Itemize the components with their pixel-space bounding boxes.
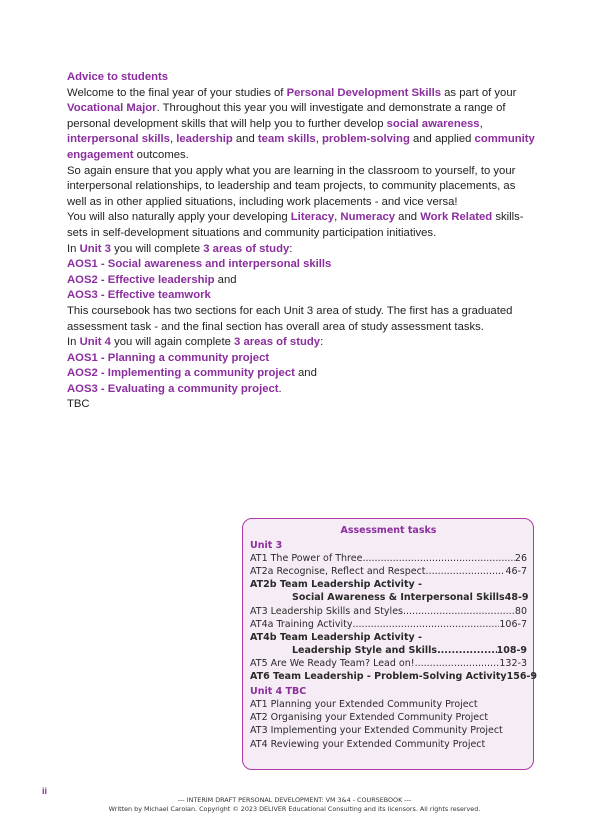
- unit4-aos3: AOS3 - Evaluating a community project.: [67, 382, 282, 395]
- apply-paragraph: So again ensure that you apply what you are learning in the classroom to yourself, to your interpersonal relationships, to leadership and team projects, to community placements, as well as in other applied situations, including work placements - and vice versa!: [67, 164, 516, 208]
- toc-item: AT3 Leadership Skills and Styles ..... 80: [250, 605, 527, 618]
- unit3-aos2: AOS2 - Effective leadership and: [67, 273, 237, 286]
- toc-item: AT6 Team Leadership - Problem-Solving Activity 156-9: [250, 671, 537, 683]
- advice-heading: Advice to students: [67, 71, 169, 83]
- toc-item: AT4a Training Activity ..... 106-7: [250, 618, 527, 631]
- coursebook-paragraph: This coursebook has two sections for each Unit 3 area of study. The first has a graduated assessment task - and the final section has overall area of study assessment tasks.: [67, 304, 513, 333]
- unit4-aos2: AOS2 - Implementing a community project and: [67, 367, 317, 380]
- intro-paragraph: Welcome to the final year of your studies of Personal Development Skills as part of your Vocational Major. Throughout this year you will investigate and demonstrate a range of personal development skills that will help you to further develop social awareness, interpersonal skills, leadership and team skills, problem-solving and applied community engagement outcomes.: [67, 86, 535, 161]
- unit4-aos1: AOS1 - Planning a community project: [67, 351, 270, 364]
- toc-item: AT2b Team Leadership Activity -: [250, 579, 422, 591]
- toc-item: AT1 The Power of Three ..... 26: [250, 552, 527, 565]
- unit4-item: AT4 Reviewing your Extended Community Project: [250, 738, 486, 750]
- advice-section: [67, 70, 537, 413]
- page-number: ii: [42, 786, 48, 796]
- toc-item-continued: Social Awareness & Interpersonal Skills 48-9: [292, 592, 529, 604]
- unit3-aos3: AOS3 - Effective teamwork: [67, 289, 211, 302]
- unit3-aos1: AOS1 - Social awareness and interpersonal skills: [67, 258, 332, 271]
- tbc-text: TBC: [67, 398, 90, 411]
- unit4-label: Unit 4 TBC: [250, 686, 307, 698]
- unit4-item: AT2 Organising your Extended Community Project: [250, 712, 489, 724]
- assessment-tasks-box: [242, 518, 537, 770]
- toc-item-continued: Leadership Style and Skills ..... 108-9: [250, 644, 527, 657]
- assessment-tasks-title: Assessment tasks: [340, 525, 437, 536]
- toc-item: AT4b Team Leadership Activity -: [250, 631, 422, 643]
- unit4-item: AT1 Planning your Extended Community Project: [250, 699, 478, 711]
- skills-paragraph: You will also naturally apply your developing Literacy, Numeracy and Work Related skills-sets in self-development situations and community participation initiatives.: [67, 211, 524, 239]
- footer-copyright: Written by Michael Carolan. Copyright © 2023 DELIVER Educational Consulting and its licensors. All rights reserved.: [108, 805, 481, 813]
- toc-item: AT5 Are We Ready Team? Lead on! ..... 132-3: [250, 657, 527, 670]
- unit3-label: Unit 3: [250, 540, 283, 552]
- unit4-intro: In Unit 4 you will again complete 3 areas of study:: [67, 336, 324, 349]
- unit3-intro: In Unit 3 you will complete 3 areas of study:: [67, 242, 293, 255]
- unit4-item: AT3 Implementing your Extended Community Project: [250, 725, 503, 737]
- footer-title: --- INTERIM DRAFT PERSONAL DEVELOPMENT: VM 3&4 - COURSEBOOK ---: [177, 796, 412, 804]
- toc-item: AT2a Recognise, Reflect and Respect ..... 46-7: [250, 565, 527, 578]
